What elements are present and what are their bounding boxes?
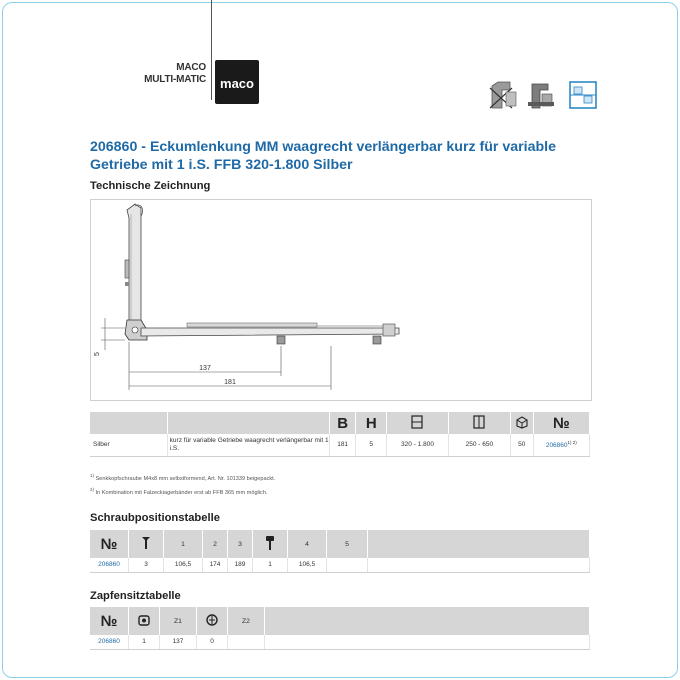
col-qty-header [510, 412, 533, 434]
footnote-1-text: Senkkopfschraube M4x8 mm selbstformend, Art. Nr. 101339 beigepackt. [95, 475, 276, 482]
screw-col-article-header [90, 530, 129, 558]
pin-cell-z2 [228, 635, 265, 649]
section-screw-table: Schraubpositionstabelle [90, 512, 220, 524]
footnote-2 [90, 487, 268, 496]
brand-divider [211, 0, 212, 100]
col-article-header [533, 412, 589, 434]
pin-col-count2-header [197, 607, 228, 635]
screw-header-number: № [100, 535, 118, 553]
screw-cell-empty [368, 558, 590, 572]
pin-col-count-header [129, 607, 160, 635]
pin-col-empty-header [265, 607, 590, 635]
article-link[interactable]: 206860 [545, 442, 568, 450]
screw-col-count-header [129, 530, 164, 558]
footnote-1 [90, 473, 275, 482]
screw-cell-count: 3 [129, 558, 164, 572]
screw-col-4-header [288, 530, 327, 558]
cell-ffb: 320 - 1.800 [387, 434, 449, 456]
screw-header-2: 2 [213, 540, 217, 548]
window-profile-icon [570, 82, 596, 108]
pin-table [90, 607, 590, 650]
logo-text: maco [220, 76, 254, 91]
screw-header-5: 5 [345, 540, 349, 548]
screw-cell-2: 174 [203, 558, 228, 572]
screw-header-1: 1 [181, 540, 185, 548]
screw-cell-1: 106,5 [164, 558, 203, 572]
article-footnote-ref: 1) 2) [567, 440, 577, 446]
screw-table-header [90, 530, 590, 558]
screw-icon [140, 535, 152, 551]
pin-table-header [90, 607, 590, 635]
pin-cell-count2: 0 [197, 635, 228, 649]
header-number: № [552, 414, 570, 432]
screw-cell-4: 106,5 [288, 558, 327, 572]
screw-header-3: 3 [238, 540, 242, 548]
frame-profile-icon [528, 84, 554, 108]
sash-profile-icon [490, 82, 516, 108]
screw-table-row [90, 558, 590, 572]
cell-description: kurz für variable Getriebe waagrecht verlängerbar mit 1 i.S. [167, 434, 329, 456]
cell-b: 181 [329, 434, 356, 456]
cell-h: 5 [356, 434, 387, 456]
pin-col-z1-header [160, 607, 197, 635]
cell-article [533, 434, 589, 456]
dim-label-5: 5 [94, 352, 101, 356]
screw-table [90, 530, 590, 573]
pin-cell-article [90, 635, 129, 649]
col-finish-header [90, 412, 167, 434]
screw-col-1-header [164, 530, 203, 558]
vertical-arm [125, 204, 143, 330]
header-b: B [337, 414, 349, 432]
pin-header-z2: Z2 [242, 617, 250, 625]
sash-height-icon [473, 415, 485, 429]
col-description-header [167, 412, 329, 434]
col-ffb-header [387, 412, 449, 434]
cell-ffh: 250 - 650 [448, 434, 510, 456]
section-technical-drawing: Technische Zeichnung [90, 180, 211, 192]
screw-col-count2-header [253, 530, 288, 558]
package-icon [515, 415, 529, 429]
locking-pin-icon [137, 613, 151, 627]
brand-name [130, 62, 206, 86]
col-h-header [356, 412, 387, 434]
pin-header-number: № [100, 612, 118, 630]
product-icons [488, 78, 600, 112]
dim-label-137: 137 [199, 365, 211, 372]
screw-col-2-header [203, 530, 228, 558]
footnote-2-text: In Kombination mit Falzeckiagerbänder erst ab FFB 365 mm möglich. [95, 489, 268, 496]
maco-logo [215, 60, 259, 104]
pin-col-article-header [90, 607, 129, 635]
screw-header-4: 4 [305, 540, 309, 548]
col-ffh-header [448, 412, 510, 434]
main-table-row [90, 434, 590, 456]
pin-article-link[interactable]: 206860 [98, 638, 120, 646]
sash-width-icon [411, 415, 423, 429]
col-b-header [329, 412, 356, 434]
page-title: 206860 - Eckumlenkung MM waagrecht verlängerbar kurz für variable Getriebe mit 1 i.S. FFB 320-1.800 Silber [90, 139, 556, 173]
brand-line-1: MACO [176, 62, 206, 73]
adjustable-pin-icon [205, 613, 219, 627]
screw-cell-article [90, 558, 129, 572]
cell-qty: 50 [510, 434, 533, 456]
technical-drawing [90, 199, 592, 401]
pin-cell-empty [265, 635, 590, 649]
pin-col-z2-header [228, 607, 265, 635]
screw-article-link[interactable]: 206860 [98, 561, 120, 569]
main-table-header [90, 412, 590, 434]
screw-col-3-header [228, 530, 253, 558]
pin-table-row [90, 635, 590, 649]
drawing-svg [91, 200, 591, 400]
pin-header-z1: Z1 [174, 617, 182, 625]
screw-cell-count2: 1 [253, 558, 288, 572]
footnote-2-marker: 2) [90, 487, 95, 492]
screw-col-empty-header [368, 530, 590, 558]
screw-cell-3: 189 [228, 558, 253, 572]
cell-finish: Silber [90, 434, 167, 456]
main-table [90, 412, 590, 457]
dim-label-181: 181 [224, 379, 236, 386]
pin-cell-count: 1 [129, 635, 160, 649]
bolt-icon [264, 535, 276, 551]
section-pin-table: Zapfensitztabelle [90, 590, 181, 602]
brand-line-2: MULTI-MATIC [144, 74, 206, 85]
screw-col-5-header [327, 530, 368, 558]
footnote-1-marker: 1) [90, 473, 95, 478]
header-h: H [365, 414, 377, 432]
screw-cell-5 [327, 558, 368, 572]
pin-cell-z1: 137 [160, 635, 197, 649]
horizontal-arm [141, 323, 399, 344]
